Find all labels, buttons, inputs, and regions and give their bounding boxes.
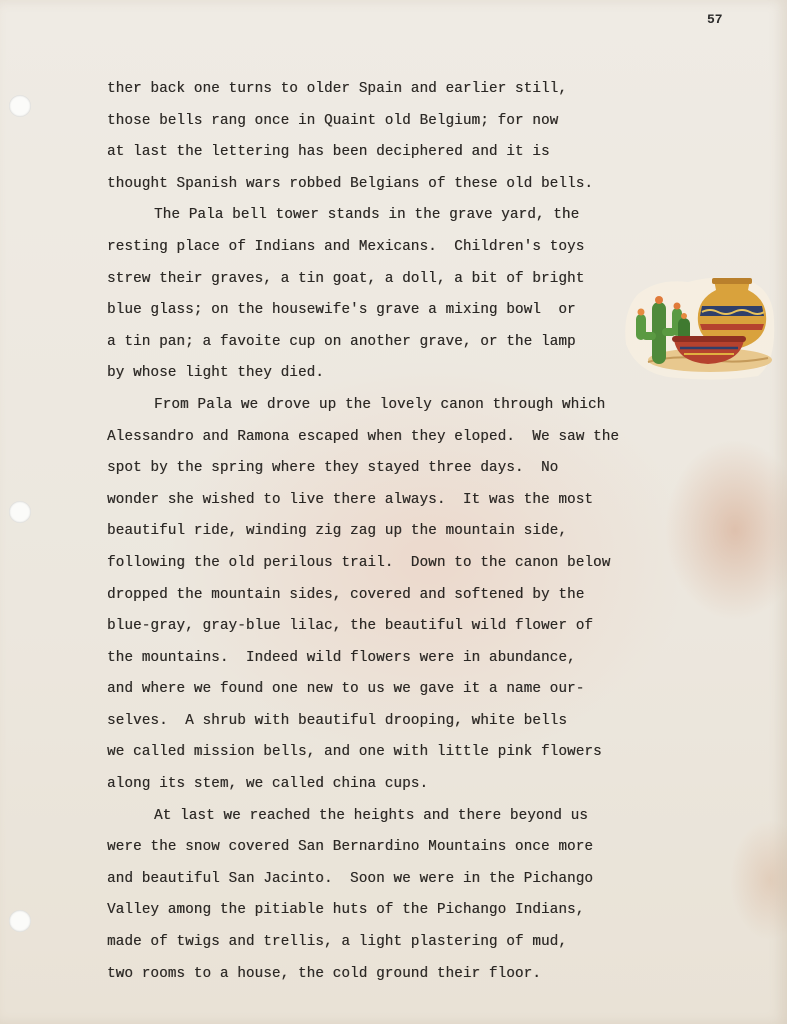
binder-hole-top: [9, 95, 31, 117]
text-line: Valley among the pitiable huts of the Pichango Indians,: [107, 902, 585, 919]
text-line: we called mission bells, and one with little pink flowers: [107, 744, 602, 761]
text-line: The Pala bell tower stands in the grave yard, the: [154, 207, 580, 224]
text-line: and beautiful San Jacinto. Soon we were in the Pichango: [107, 870, 594, 887]
text-line: thought Spanish wars robbed Belgians of these old bells.: [107, 175, 594, 192]
text-line: ther back one turns to older Spain and earlier still,: [107, 81, 568, 97]
typewritten-text: [107, 74, 677, 990]
text-line: beautiful ride, winding zig zag up the mountain side,: [107, 523, 568, 540]
text-line: dropped the mountain sides, covered and softened by the: [107, 586, 585, 603]
text-line: strew their graves, a tin goat, a doll, a bit of bright: [107, 270, 585, 287]
text-line: the mountains. Indeed wild flowers were in abundance,: [107, 649, 576, 666]
text-line: blue-gray, gray-blue lilac, the beautiful wild flower of: [107, 618, 594, 635]
text-line: At last we reached the heights and there beyond us: [154, 807, 588, 824]
text-line: following the old perilous trail. Down to the canon below: [107, 554, 611, 571]
southwest-pottery-sticker: [618, 272, 776, 382]
binder-hole-middle: [9, 501, 31, 523]
text-line: and where we found one new to us we gave it a name our-: [107, 681, 585, 698]
text-line: selves. A shrub with beautiful drooping, white bells: [107, 712, 568, 729]
text-line: blue glass; on the housewife's grave a mixing bowl or: [107, 302, 576, 319]
text-line: From Pala we drove up the lovely canon through which: [154, 396, 606, 413]
text-line: Alessandro and Ramona escaped when they eloped. We saw the: [107, 428, 620, 445]
text-line: those bells rang once in Quaint old Belgium; for now: [107, 112, 559, 129]
text-line: a tin pan; a favoite cup on another grave, or the lamp: [107, 333, 576, 350]
text-line: were the snow covered San Bernardino Mountains once more: [107, 839, 594, 856]
text-line: resting place of Indians and Mexicans. Children's toys: [107, 238, 585, 255]
text-line: along its stem, we called china cups.: [107, 776, 429, 793]
page-number: 57: [707, 12, 723, 27]
text-line: two rooms to a house, the cold ground their floor.: [107, 965, 541, 982]
text-line: by whose light they died.: [107, 365, 324, 382]
text-line: at last the lettering has been deciphered and it is: [107, 144, 550, 161]
text-line: wonder she wished to live there always. It was the most: [107, 491, 594, 508]
text-line: spot by the spring where they stayed three days. No: [107, 460, 559, 477]
text-line: made of twigs and trellis, a light plastering of mud,: [107, 934, 568, 951]
binder-hole-bottom: [9, 910, 31, 932]
